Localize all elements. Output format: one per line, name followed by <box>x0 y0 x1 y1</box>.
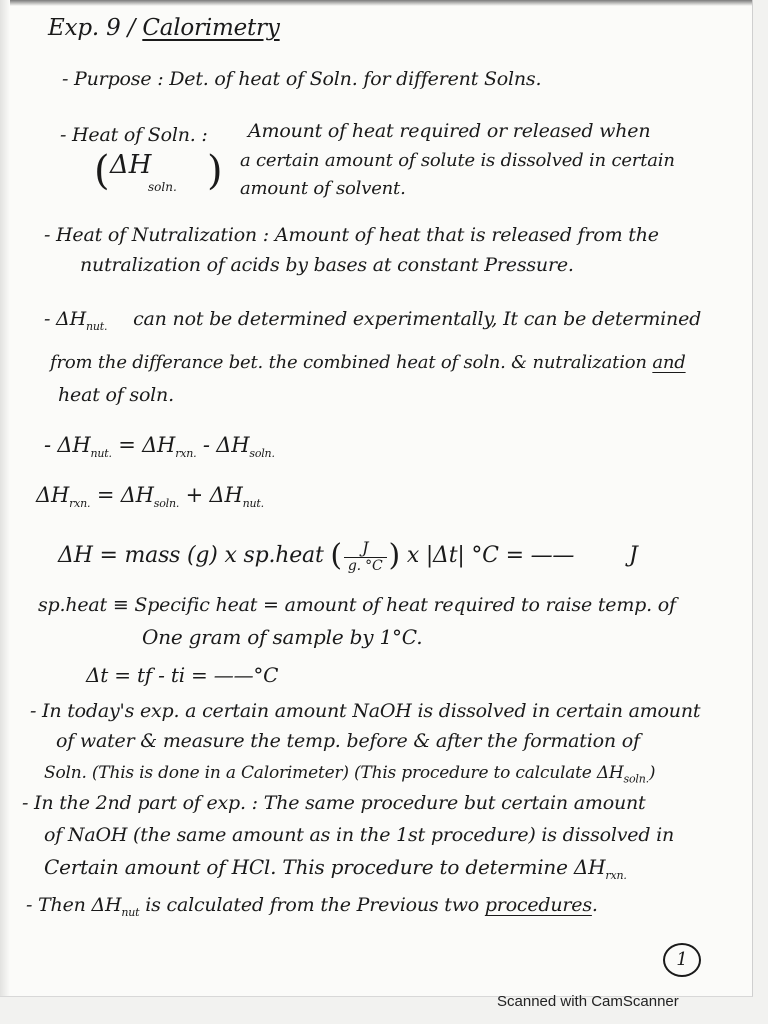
delta-t-line: Δt = tf - ti = ——°C <box>86 663 279 687</box>
scanner-watermark: Scanned with CamScanner <box>497 993 679 1010</box>
equation-rxn: $\Delta H_{rxn.} = \Delta H_{soln.} + \Delta H_{nut.}$ <box>36 483 264 511</box>
page-top-edge <box>0 0 752 6</box>
delta-h-soln-symbol: ΔH <box>110 150 152 180</box>
heat-of-soln-label: - Heat of Soln. : <box>60 124 208 146</box>
second-part-line3: Certain amount of HCl. This procedure to determine $\Delta H_{rxn.}$ <box>44 855 627 882</box>
sp-heat-line2: One gram of sample by 1°C. <box>142 625 423 649</box>
heat-of-soln-line3: amount of solvent. <box>240 178 406 199</box>
equation-nut: - $\Delta H_{nut.} = \Delta H_{rxn.} - \Delta H_{soln.}$ <box>44 433 275 461</box>
page-left-edge <box>0 0 10 996</box>
title-topic: Calorimetry <box>142 15 280 41</box>
page-title: Exp. 9 / Calorimetry <box>48 15 280 41</box>
then-line: - Then $\Delta H_{nut}$ is calculated from the Previous two procedures. <box>26 894 598 919</box>
neutralization-line2: nutralization of acids by bases at constant Pressure. <box>80 254 574 276</box>
neutralization-line1: - Heat of Nutralization : Amount of heat that is released from the <box>44 224 659 246</box>
paren-left: ( <box>94 148 110 194</box>
dh-nut-note-line1: - $\Delta H_{nut.}$ can not be determined experimentally, It can be determined <box>44 308 702 333</box>
page-number-circle: 1 <box>663 943 701 977</box>
heat-of-soln-line2: a certain amount of solute is dissolved in certain <box>240 150 675 171</box>
second-part-line1: - In the 2nd part of exp. : The same procedure but certain amount <box>22 792 646 814</box>
purpose-line: - Purpose : Det. of heat of Soln. for different Solns. <box>62 68 542 90</box>
todays-exp-line1: - In today's exp. a certain amount NaOH is dissolved in certain amount <box>30 700 701 722</box>
equation-heat: ΔH = mass (g) x sp.heat ( $\frac{J}{g. ^\circ C}$ ) x |Δt| °C = —— J <box>58 537 638 574</box>
todays-exp-line3: Soln. (This is done in a Calorimeter) (This procedure to calculate $\Delta H_{soln.}$) <box>44 763 656 786</box>
unit-fraction: $\frac{J}{g. ^\circ C}$ <box>344 539 387 574</box>
second-part-line2: of NaOH (the same amount as in the 1st procedure) is dissolved in <box>44 824 675 846</box>
dh-nut-note-line2: from the differance bet. the combined heat of soln. & nutralization and <box>50 352 686 373</box>
paren-right: ) <box>207 148 223 194</box>
heat-of-soln-line1: Amount of heat required or released when <box>248 120 651 142</box>
dh-nut-note-line3: heat of soln. <box>58 384 174 406</box>
sp-heat-line1: sp.heat ≡ Specific heat = amount of heat required to raise temp. of <box>38 594 676 616</box>
delta-h-soln-subscript: soln. <box>148 180 177 194</box>
todays-exp-line2: of water & measure the temp. before & after the formation of <box>56 730 640 752</box>
